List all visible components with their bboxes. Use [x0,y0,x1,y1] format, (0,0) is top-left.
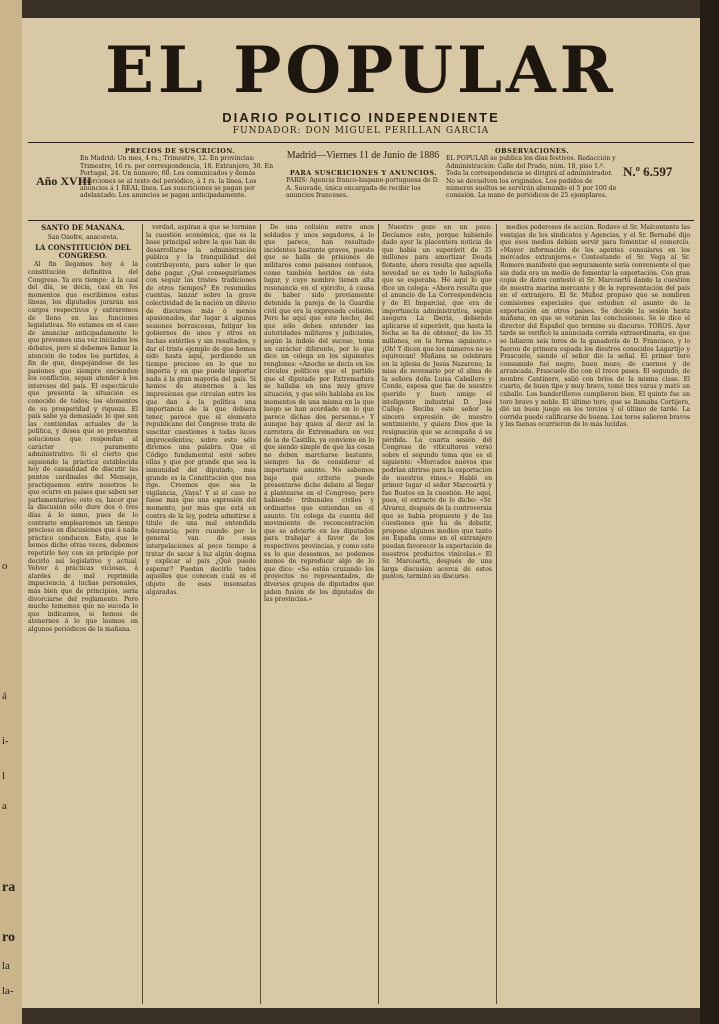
observations [446,148,618,200]
binding-spine [700,0,719,1024]
edge-fragment: la [2,960,10,972]
subscription-agencies [286,170,441,200]
edge-fragment: ro [2,930,15,945]
edge-fragment: o [2,560,8,572]
edge-fragment: i- [2,735,9,747]
article-text: De una colisión entre unos soldados y unos segadores, á lo que parece, han resultado incidentes bastante graves, puesto que se halla de prisiones de militares como paisanos contusos, como también heridos en ésta lugar, y cuyo nombre tienen alta resonancia en el ejército, á causa de haber sido previamente detenida la pareja de la Guardia civil que era la expresada colisión. Pero he aquí que este hecho, del que sólo deben entender las autoridades militares y judiciales, según la índole del suceso, toma un carácter diferente, por lo que dice un colega en los siguientes renglones: «Anoche se decía en los círculos políticos que el partido que el diputado por Extremadura se hallaba en una muy grave situación, y que sólo hablaba en los momentos de una misma en la que luego se han acordado en lo que parece dichas dos personas.» Y aunque hay quien al decir así la carretera de Extremadura en vez de la de Castilla, ya conviene en lo que siendo simple de que las cosas no deben marcharse bastante, siempre ha de considerar el importante asunto. No sabemos bajo qué criterio puede presentarse dicho debate al llegar á plantearse en el Congreso; pero habiendo tribunales civiles y ordinarios que entiendan en el asunto. Un colega da cuenta del movimiento de reconcentración que se advierte en los diputados para trabajar á favor de los respectivos provincias, y como esto es lo que deseamos, no podemos menos de reproducir algo de lo que dice: «Se están cruzando los proyectos no representados, de diversos grupos de diputados que piden fusión de los diputados de las provincias.» [264,224,374,604]
column-1 [28,224,138,1004]
column-divider [260,224,261,1004]
agencies-text: PARIS: Agencia franco-hispano-portuguesa de D. A. Sauvade, única encargada de recibir los anuncios franceses. [286,177,440,200]
year-label: Año XVIII [36,174,92,188]
article-text: Nuestro gozo en un pozo. Decíamos esto, porque habiendo dado ayer la placentera noticia de que había un superávit de 35 millones para amortizar Deuda flotante, ahora resulta que aquella novedad no es todo lo halagüeña que se esperaba. Hé aquí lo que dice un colega: «Ahora resulta que el anuncio de La Correspondencia y de El Imparcial, que era de importancia administrativa, según asegura La Iberia, debiendo aplicarse el superávit, que hasta la fecha se ha de obtener, de los 35 millones, en la forma siguiente.» ¡Oh! Y dicen que los números no se equivocan! Mañana se celebrará en la iglesia de Jesús Nazareno, la misa de novenario por el alma de la señora doña Luisa Caballero y Conde, esposa que fue de nuestro querido y buen amigo el inteligente industrial D. José Callejo. Reciba este señor la sincera expresión de nuestro sentimiento, y quiera Dios que la resignación que se acompaña á su pérdida. La cuarta sesión del Congreso de viticultores versó sobre el segundo tema que es el siguiente: «Mercados nuevos que podrían abrirse para la exportación de nuestros vinos.» Habló en primer lugar el señor Marcoartú y fue Bustos en la cuestión. He aquí, pues, el extracto de lo dicho: «Sr. Alvarez, después de la controversia que se había propuesto y de las cuestiones que ha de debatir, propone algunos medios que tanto en España como en el extranjero puedan favorecer la exportación de nuestros productos vinícolas.» El Sr. Marcoartú, después de una larga discusión acerca de estos puntos, terminó su discurso. [382,224,492,581]
edge-fragment: ra [2,880,16,895]
column-divider [378,224,379,1004]
subscription-prices [80,148,280,200]
saint-heading: SANTO DE MAÑANA. [41,224,125,232]
header-info-bar [28,146,694,218]
newspaper-page [22,18,700,1008]
column-3 [264,224,374,1004]
edge-fragment: a [2,800,7,812]
masthead-subtitle: DIARIO POLITICO INDEPENDIENTE [222,110,500,125]
prices-heading: PRECIOS DE SUSCRICION. [124,147,236,155]
observations-heading: OBSERVACIONES. [494,147,570,155]
column-5 [500,224,690,1004]
column-4 [382,224,492,1004]
observations-text: EL POPULAR se publica los días festivos. Redacción y Administración: Calle del Prado, núm. 18, piso 1.º. Toda la correspondencia se dirigirá al administrador. No se devuelven los originales. Los pedidos de números sueltos se servirán abonando el 5 por 100 de comisión. La mano de periódicos de 25 ejemplares. [446,155,617,200]
agencies-heading: PARA SUSCRICIONES Y ANUNCIOS. [289,169,438,177]
previous-page-edge [0,0,22,1024]
edge-fragment: la- [2,985,14,997]
prices-text: En Madrid: Un mes, 4 rs.; Trimestre, 12. En provincias: Trimestre, 16 rs. por correspondencia, 18. Extranjero, 30. En Portugal, 24. Un número, 60. Los comunicados y demás inserciones se al texto del periódico, á 1 rs. la línea. Los anuncios á 1 REAL línea. Las suscriciones se pagan por adelantado. Los anuncios se pagan anticipadamente. [80,155,274,200]
column-divider [142,224,143,1004]
article-text: medios poderosos de acción. Rodavo el Sr. Malcontento las ventajas de los sindicatos y Agencias, y el Sr. Bernabé dijo que esos medios debían servir para fomentar el comercio. «Mayor información de los agentes consulares en los mercados extranjeros.» Contestando el Sr. Vega al Sr. Romero manifestó que seguramente sería conveniente el que sin duda era un medio de fomentar la exportación. Con gran copia de datos contestó el Sr. Marcoartú dando la cuestión de nuestra marina mercante y de la representación del país en el extranjero. El Sr. Muñoz propuso que se nombren comisiones especiales que estudien el asunto de la exportación en otros países. Se decide la sesión hasta mañana, en que se votarán las conclusiones. Se le dice el director del Español que termine su discurso. TOROS. Ayer tarde se verificó la anunciada corrida extraordinaria, en que se lidiaron seis toros de la ganadería de D. Francisco, y lo fueron de primera espada los diestros conocidos Lagartijo y Frascuelo, siendo el señor dio la señal. El primer toro consumido fué negro, buen mozo, de cuernos y de arrancada. Frascuelo dio con él trece pases. El segundo, de nombre Cantinero, salió con bríos de la misma clase. El cuarto, de buen tipo y muy bravo, tomó tres varas y mató un caballo. Los banderilleros cumplieron bien. El quinto fue un toro bravo y noble. El último toro, que se llamaba Cortijero, dió un buen juego en los tercios y el último de tarde. La corrida puede calificarse de buena. Los toros salieron bravos y las faenas ocurrieron de lo más lucidas. [500,224,690,429]
masthead-founder: FUNDADOR: DON MIGUEL PERILLAN GARCIA [232,126,490,136]
issue-date: Madrid—Viernes 11 de Junio de 1886 [286,150,440,161]
header-top-rule [28,142,694,143]
column-divider [496,224,497,1004]
edge-fragment: l [2,770,6,782]
column-2 [146,224,256,1004]
article-title: LA CONSTITUCIÓN DEL CONGRESO. [35,243,131,260]
article-text: Al fin llegamos hoy á la constitución definitiva del Congreso. Ya era tiempo: á la casi del día, se decía, casi en los momentos que escribimos estas líneas, los diputados jurarán sus cargos respectivos y entraremos de lleno en las funciones legislativas. No estamos en el caso de anunciar anticipadamente lo que prevemos una vez iniciados los debates, pero sí debemos llamar la atención de todos los partidos, á fin de que, despojándose de las pasiones que siempre encienden los conflictos, sepan atender á los intereses del país. El espectáculo que presenta la situación es conocido de todos; los elementos de su prosperidad y riqueza. El país sabe ya demasiado lo que son las contiendas actuales de la política, y desea que se presenten soluciones que respondan al carácter puramente administrativo. Si el cierto que siguiendo la práctica establecida hoy de casualidad de discutir las puntos cardinales del Mensaje, practiquemos entre nosotros lo que ocurre en países que saben ser parlamentarios; esto es, hacer que la discusión sólo dure dos ó tres días á lo sumo, pues de lo contrario emplearemos un tiempo precioso en discusiones que á nada práctico conducen. Esto, que le hemos dicho otras veces, debemos repetirlo hoy con un principio por decirlo así legislativo y actual. Volver á prácticas viciosas, á alardes de mal reprimida impaciencia, á luchas personales, más bien que de principios, sería divorciarse del reglamento. Pero mucho tememos que no suceda lo que indicamos, si hemos de atenernos á lo que leemos en algunos periódicos de la mañana. [28,261,138,633]
issue-number: N.º 6.597 [623,164,673,179]
masthead-title: EL POPULAR [105,33,617,108]
saint-name: San Onofre, anacoreta. [47,233,119,241]
article-text: verdad, aspiran á que se termine la cuestión económica, que es la base principal sobre la que han de desarrollarse la administración pública y la tranquilidad del contribuyente, para saber lo que debe pagar. ¿Qué conseguiríamos con seguir las tristes tradiciones de otros tiempos? En resumidas cuentas, lanzar sobre la grave colectividad de la nación un diluvio de discursos más ó menos apasionados, dar lugar á algunas sesiones borrascosas, fatigar los gobiernos de unos y otros en luchas estériles y sin resultados, y dar el triste ejemplo de que hemos sido hasta aquí, perdiendo un tiempo precioso en lo que no importa y en que puede importar nada á la gran mayoría del país. Si hemos de atenernos á las impresiones que circulan entre los que dan á la política una importancia de la que debiera tener, parece que el elemento republicano del Congreso trata de suscitar cuestiones á todas luces improcedentes; sobre esto sólo diremos una palabra. Que el Código fundamental esté sobre ellas y que por grande que sea la inmunidad del diputado, más grande es la Constitución que nos rige. Creemos que sea la vigilancia, ¿Vaya! Y si el caso no fuese más que una expresión del momento, por más que está en contra de la ley, podría admitirse á título de una mal entendida tolerancia; pero cuando por lo general van de esas interpelaciones al poco tiempo á tratar de sacar á luz algún dogma y explicar al país ¿Qué puede esperar? Puedan decirlo todos aquellos que conocen cuál es el objeto de esas insensatas algaradas. [146,224,256,596]
header-bottom-rule [28,220,694,221]
edge-fragment: á [2,690,7,702]
